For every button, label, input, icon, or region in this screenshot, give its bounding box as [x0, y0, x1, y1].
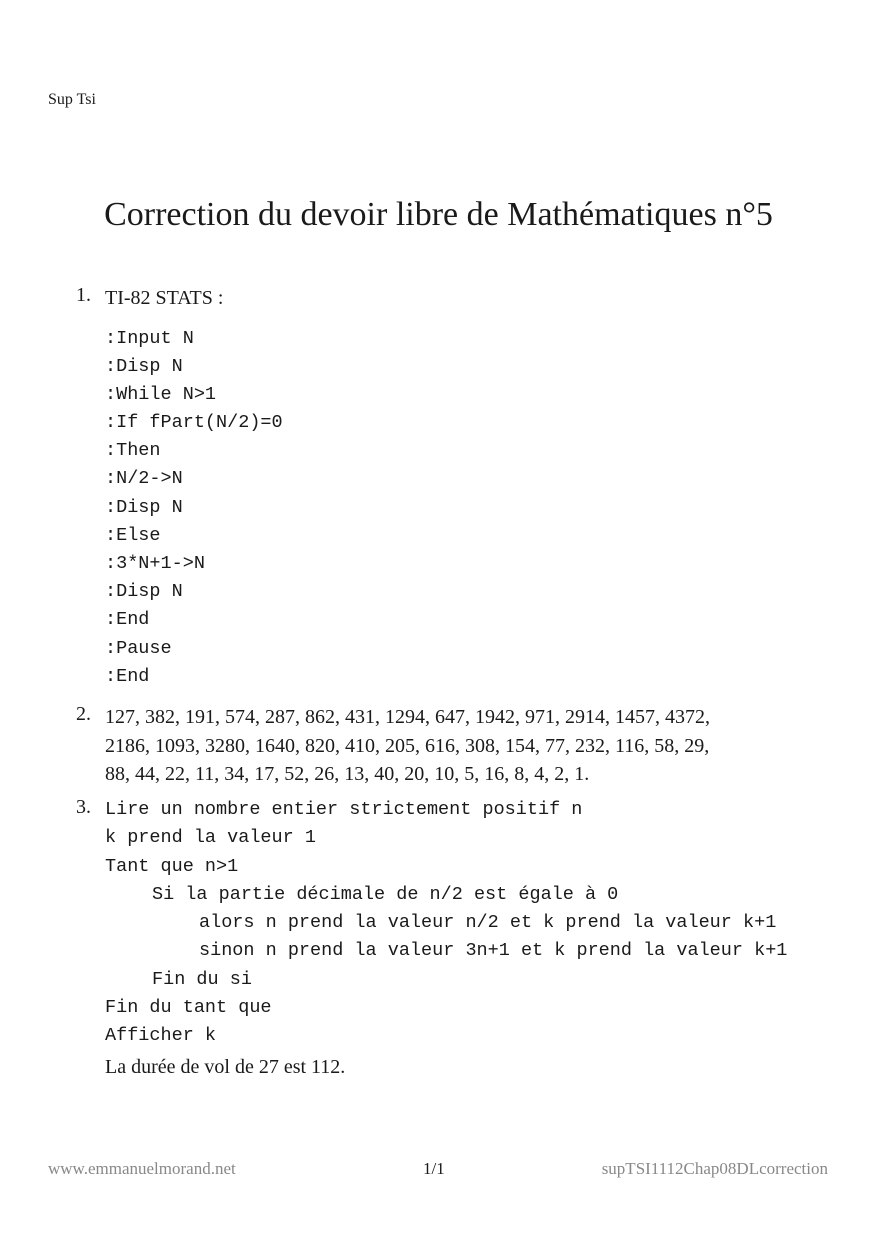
algorithm-line: Afficher k	[105, 1025, 217, 1047]
code-line: :Pause	[105, 637, 172, 659]
algorithm-line: sinon n prend la valeur 3n+1 et k prend la valeur k+1	[199, 940, 788, 962]
item-number: 3.	[76, 796, 91, 818]
item-number: 2.	[76, 703, 91, 725]
code-line: :Then	[105, 440, 161, 462]
footer-page-number: 1/1	[423, 1159, 445, 1178]
algorithm-line: Fin du si	[152, 968, 252, 990]
header-label: Sup Tsi	[48, 91, 96, 108]
code-line: :Else	[105, 524, 161, 546]
item-body	[105, 284, 283, 691]
sequence-line: 127, 382, 191, 574, 287, 862, 431, 1294, 647, 1942, 971, 2914, 1457, 4372,	[105, 706, 710, 728]
item-number: 1.	[76, 284, 91, 306]
algorithm-line: Si la partie décimale de n/2 est égale à 0	[152, 883, 619, 905]
code-line: :End	[105, 665, 150, 687]
item-body	[105, 796, 787, 1081]
code-block	[105, 325, 283, 691]
item-body	[105, 703, 710, 789]
page-title: Correction du devoir libre de Mathématiques n°5	[104, 196, 773, 233]
algorithm-line: Tant que n>1	[105, 855, 239, 877]
conclusion: La durée de vol de 27 est 112.	[105, 1055, 346, 1078]
code-line: :N/2->N	[105, 468, 183, 490]
algorithm-line: Fin du tant que	[105, 997, 272, 1019]
code-line: :Disp N	[105, 496, 183, 518]
code-line: :3*N+1->N	[105, 553, 205, 574]
code-line: :Disp N	[105, 355, 183, 377]
code-line: :While N>1	[105, 383, 217, 405]
algorithm-line: Lire un nombre entier strictement positif n	[105, 799, 583, 820]
code-line: :If fPart(N/2)=0	[105, 412, 283, 434]
code-line: :End	[105, 609, 150, 631]
code-line: :Input N	[105, 327, 194, 349]
footer-filename: supTSI1112Chap08DLcorrection	[601, 1159, 828, 1178]
sequence-line: 88, 44, 22, 11, 34, 17, 52, 26, 13, 40, 20, 10, 5, 16, 8, 4, 2, 1.	[105, 763, 590, 785]
item-heading: TI-82 STATS :	[105, 287, 224, 309]
algorithm-line: k prend la valeur 1	[105, 827, 316, 849]
sequence-line: 2186, 1093, 3280, 1640, 820, 410, 205, 616, 308, 154, 77, 232, 116, 58, 29,	[105, 734, 710, 757]
algorithm-block	[105, 796, 787, 1051]
footer-website: www.emmanuelmorand.net	[48, 1159, 236, 1178]
algorithm-line: alors n prend la valeur n/2 et k prend la valeur k+1	[199, 912, 777, 934]
code-line: :Disp N	[105, 581, 183, 603]
